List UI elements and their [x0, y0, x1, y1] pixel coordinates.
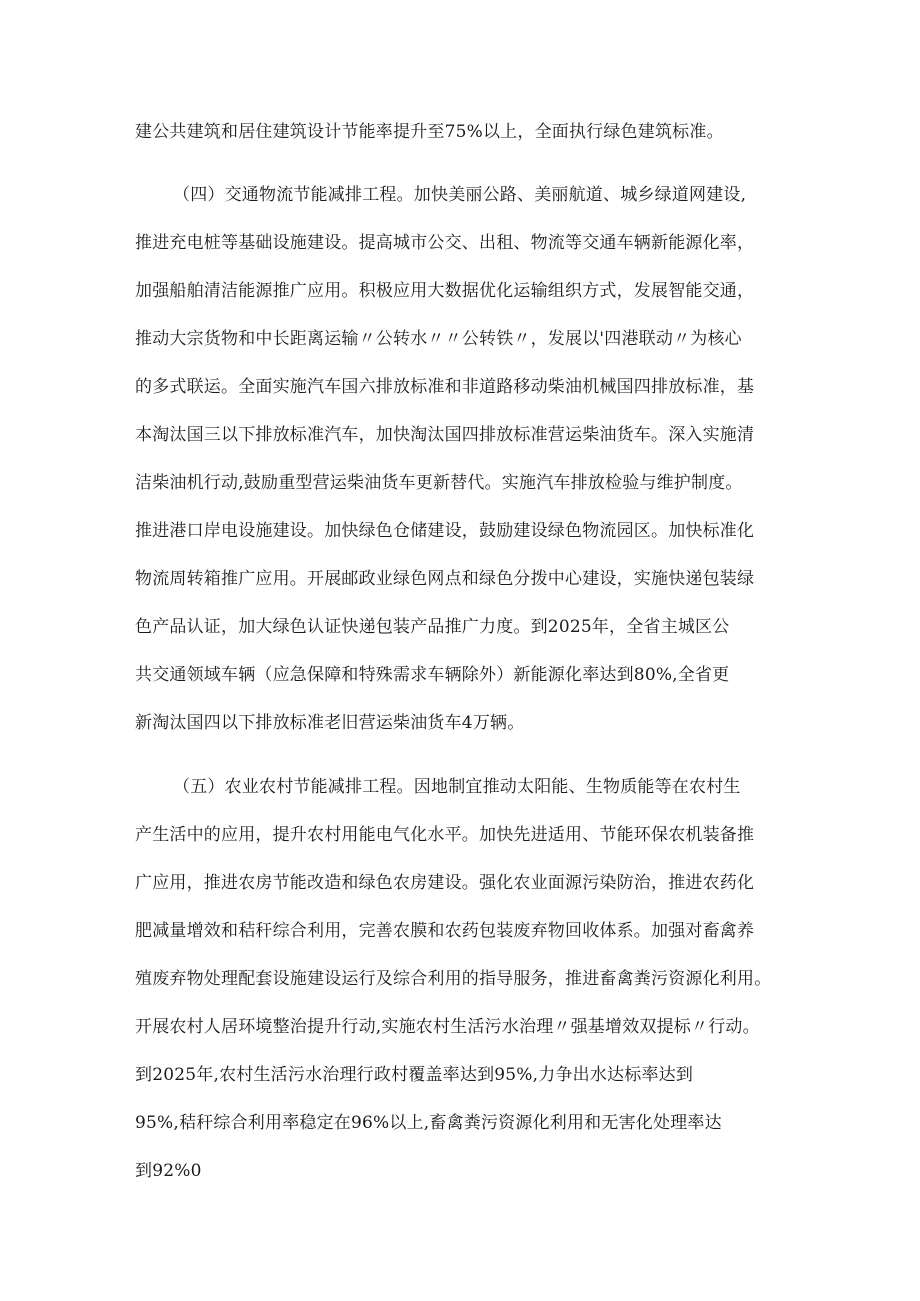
text-line: 推进港口岸电设施建设。加快绿色仓储建设，鼓励建设绿色物流园区。加快标准化 — [135, 521, 755, 541]
text-line: 加强船舶清洁能源推广应用。积极应用大数据优化运输组织方式，发展智能交通， — [135, 281, 755, 301]
text-line: 殖废弃物处理配套设施建设运行及综合利用的指导服务，推进畜禽粪污资源化利用。 — [135, 969, 772, 989]
text-line: 95%,秸秆综合利用率稳定在96%以上,畜禽粪污资源化利用和无害化处理率达 — [135, 1113, 722, 1133]
text-line: 本淘汰国三以下排放标准汽车，加快淘汰国四排放标准营运柴油货车。深入实施清 — [135, 425, 755, 445]
text-line: 产生活中的应用，提升农村用能电气化水平。加快先进适用、节能环保农机装备推 — [135, 825, 755, 845]
text-line: （五）农业农村节能减排工程。因地制宜推动太阳能、生物质能等在农村生 — [173, 777, 741, 797]
text-line: 到2025年,农村生活污水治理行政村覆盖率达到95%,力争出水达标率达到 — [135, 1065, 694, 1085]
text-line: 洁柴油机行动,鼓励重型营运柴油货车更新替代。实施汽车排放检验与维护制度。 — [135, 473, 743, 493]
text-line: 到92%0 — [135, 1161, 202, 1181]
text-line: 新淘汰国四以下排放标准老旧营运柴油货车4万辆。 — [135, 713, 525, 733]
text-line: 推进充电桩等基础设施建设。提高城市公交、出租、物流等交通车辆新能源化率， — [135, 233, 755, 253]
text-line: 广应用，推进农房节能改造和绿色农房建设。强化农业面源污染防治，推进农药化 — [135, 873, 755, 893]
text-line: 的多式联运。全面实施汽车国六排放标准和非道路移动柴油机械国四排放标准，基 — [135, 377, 755, 397]
text-line: 开展农村人居环境整治提升行动,实施农村生活污水治理〃强基增效双提标〃行动。 — [135, 1017, 760, 1037]
text-line: 色产品认证，加大绿色认证快递包装产品推广力度。到2025年，全省主城区公 — [135, 617, 730, 637]
text-line: 推动大宗货物和中长距离运输〃公转水〃〃公转铁〃，发展以'四港联动〃为核心 — [135, 329, 742, 349]
text-line: 共交通领域车辆（应急保障和特殊需求车辆除外）新能源化率达到80%,全省更 — [135, 665, 730, 685]
text-line: 肥减量增效和秸秆综合利用，完善农膜和农药包装废弃物回收体系。加强对畜禽养 — [135, 921, 755, 941]
text-line: 物流周转箱推广应用。开展邮政业绿色网点和绿色分拨中心建设，实施快递包装绿 — [135, 569, 755, 589]
text-line: （四）交通物流节能减排工程。加快美丽公路、美丽航道、城乡绿道网建设, — [173, 185, 747, 205]
text-line: 建公共建筑和居住建筑设计节能率提升至75%以上，全面执行绿色建筑标准。 — [135, 122, 724, 142]
